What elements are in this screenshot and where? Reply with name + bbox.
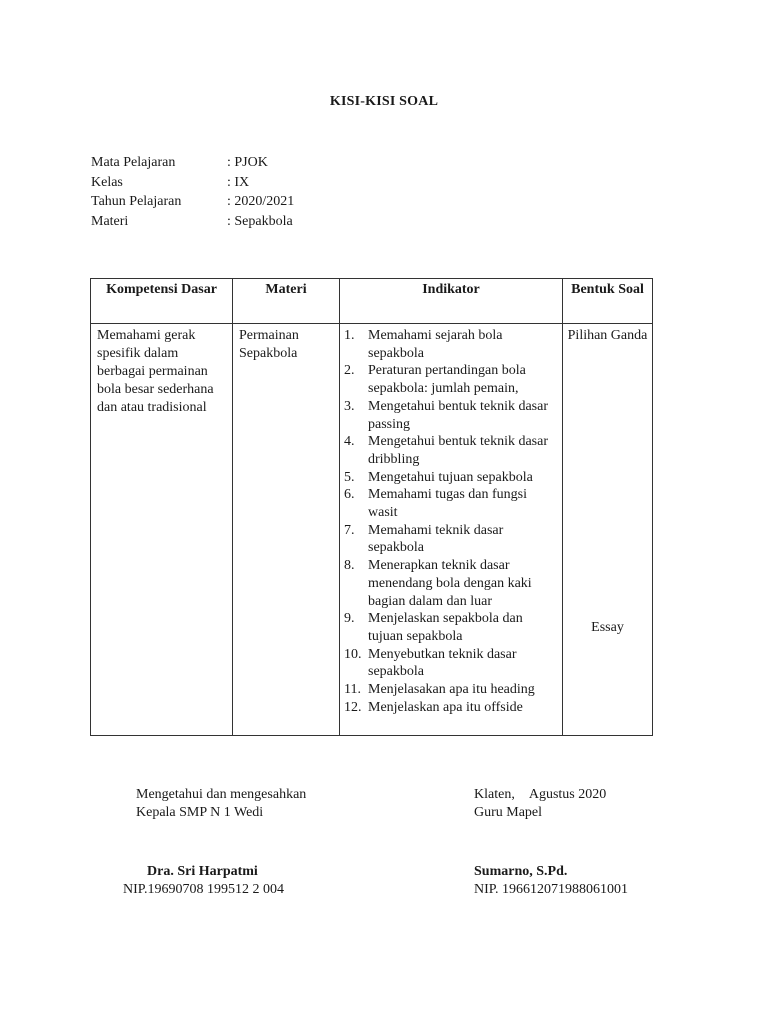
item-number: 11.: [344, 682, 361, 698]
cell-indikator: [340, 324, 563, 736]
list-item: [344, 610, 558, 645]
date: Agustus 2020: [528, 787, 607, 802]
item-text: Menyebutkan teknik dasar sepakbola: [368, 646, 517, 680]
table-row: [91, 324, 653, 736]
kisi-kisi-table: [90, 278, 653, 736]
list-item: [344, 557, 558, 610]
kompetensi-dasar-text: Memahami gerak spesifik dalam berbagai permainan bola besar sederhana dan atau tradisional: [97, 328, 214, 415]
item-text: Memahami sejarah bola sepakbola: [368, 328, 503, 361]
list-item: [344, 398, 558, 433]
list-item: [344, 699, 558, 717]
item-number: 6.: [344, 487, 355, 503]
item-text: Memahami tugas dan fungsi wasit: [368, 487, 528, 521]
principal-name: Dra. Sri Harpatmi: [147, 864, 258, 879]
item-text: Menjelasakan apa itu heading: [368, 682, 535, 698]
item-number: 9.: [344, 611, 355, 627]
info-label: Kelas: [91, 174, 123, 190]
place-date: [474, 786, 606, 804]
cell-bentuk-soal: [563, 324, 653, 736]
info-value: : 2020/2021: [227, 192, 294, 212]
document-info: [91, 153, 294, 231]
table-header-row: [91, 279, 653, 324]
item-text: Mengetahui tujuan sepakbola: [368, 469, 533, 485]
list-item: [344, 646, 558, 681]
signature-left: [136, 786, 306, 822]
info-row-mata-pelajaran: [91, 153, 294, 173]
info-value: : PJOK: [227, 153, 268, 173]
info-row-kelas: [91, 173, 294, 193]
principal-nip: NIP.19690708 199512 2 004: [123, 882, 285, 897]
cell-kompetensi-dasar: [91, 324, 233, 736]
bentuk-pilihan-ganda: Pilihan Ganda: [567, 328, 648, 343]
bentuk-essay: Essay: [591, 620, 624, 635]
item-number: 5.: [344, 469, 355, 485]
item-text: Peraturan pertandingan bola sepakbola: jumlah pemain,: [368, 363, 526, 397]
header-bentuk-soal: [563, 279, 653, 324]
principal-title: Kepala SMP N 1 Wedi: [136, 805, 264, 820]
info-label: Materi: [91, 213, 129, 229]
teacher-nip: NIP. 196612071988061001: [474, 882, 629, 897]
item-text: Menjelaskan sepakbola dan tujuan sepakbola: [368, 611, 523, 644]
item-number: 12.: [344, 699, 362, 715]
teacher-title: Guru Mapel: [474, 805, 543, 820]
item-number: 3.: [344, 398, 355, 414]
item-number: 4.: [344, 434, 355, 450]
info-value: : IX: [227, 173, 249, 193]
header-indikator: Indikator: [340, 279, 563, 324]
list-item: [344, 362, 558, 397]
header-kompetensi-dasar: Kompetensi Dasar: [91, 279, 233, 324]
info-row-materi: [91, 212, 294, 232]
item-text: Menerapkan teknik dasar menendang bola dengan kaki bagian dalam dan luar: [368, 558, 532, 609]
info-label: Mata Pelajaran: [91, 155, 176, 170]
item-text: Mengetahui bentuk teknik dasar dribbling: [368, 434, 549, 467]
list-item: [344, 433, 558, 468]
info-row-tahun-pelajaran: [91, 192, 294, 212]
teacher-name: Sumarno, S.Pd.: [474, 864, 568, 879]
item-number: 2.: [344, 363, 355, 379]
list-item: [344, 522, 558, 557]
header-materi: Materi: [233, 279, 340, 324]
item-text: Memahami teknik dasar sepakbola: [368, 522, 504, 556]
document-title: KISI-KISI SOAL: [329, 94, 439, 109]
info-label: Tahun Pelajaran: [91, 194, 182, 209]
approval-text: Mengetahui dan mengesahkan: [136, 787, 307, 802]
materi-text: Permainan Sepakbola: [239, 328, 299, 361]
cell-materi: [233, 324, 340, 736]
list-item: [344, 681, 558, 699]
item-number: 8.: [344, 558, 355, 574]
place: Klaten,: [474, 787, 515, 802]
header-bentuk-soal-label: Bentuk Soal: [571, 282, 644, 297]
list-item: [344, 327, 558, 362]
list-item: [344, 486, 558, 521]
item-text: Mengetahui bentuk teknik dasar passing: [368, 398, 549, 432]
list-item: [344, 469, 558, 487]
item-number: 10.: [344, 646, 362, 662]
item-text: Menjelaskan apa itu offside: [368, 699, 523, 715]
item-number: 7.: [344, 522, 355, 538]
signature-right: [474, 786, 606, 822]
item-number: 1.: [344, 328, 355, 343]
indikator-list: [340, 324, 562, 716]
info-value: : Sepakbola: [227, 212, 293, 232]
